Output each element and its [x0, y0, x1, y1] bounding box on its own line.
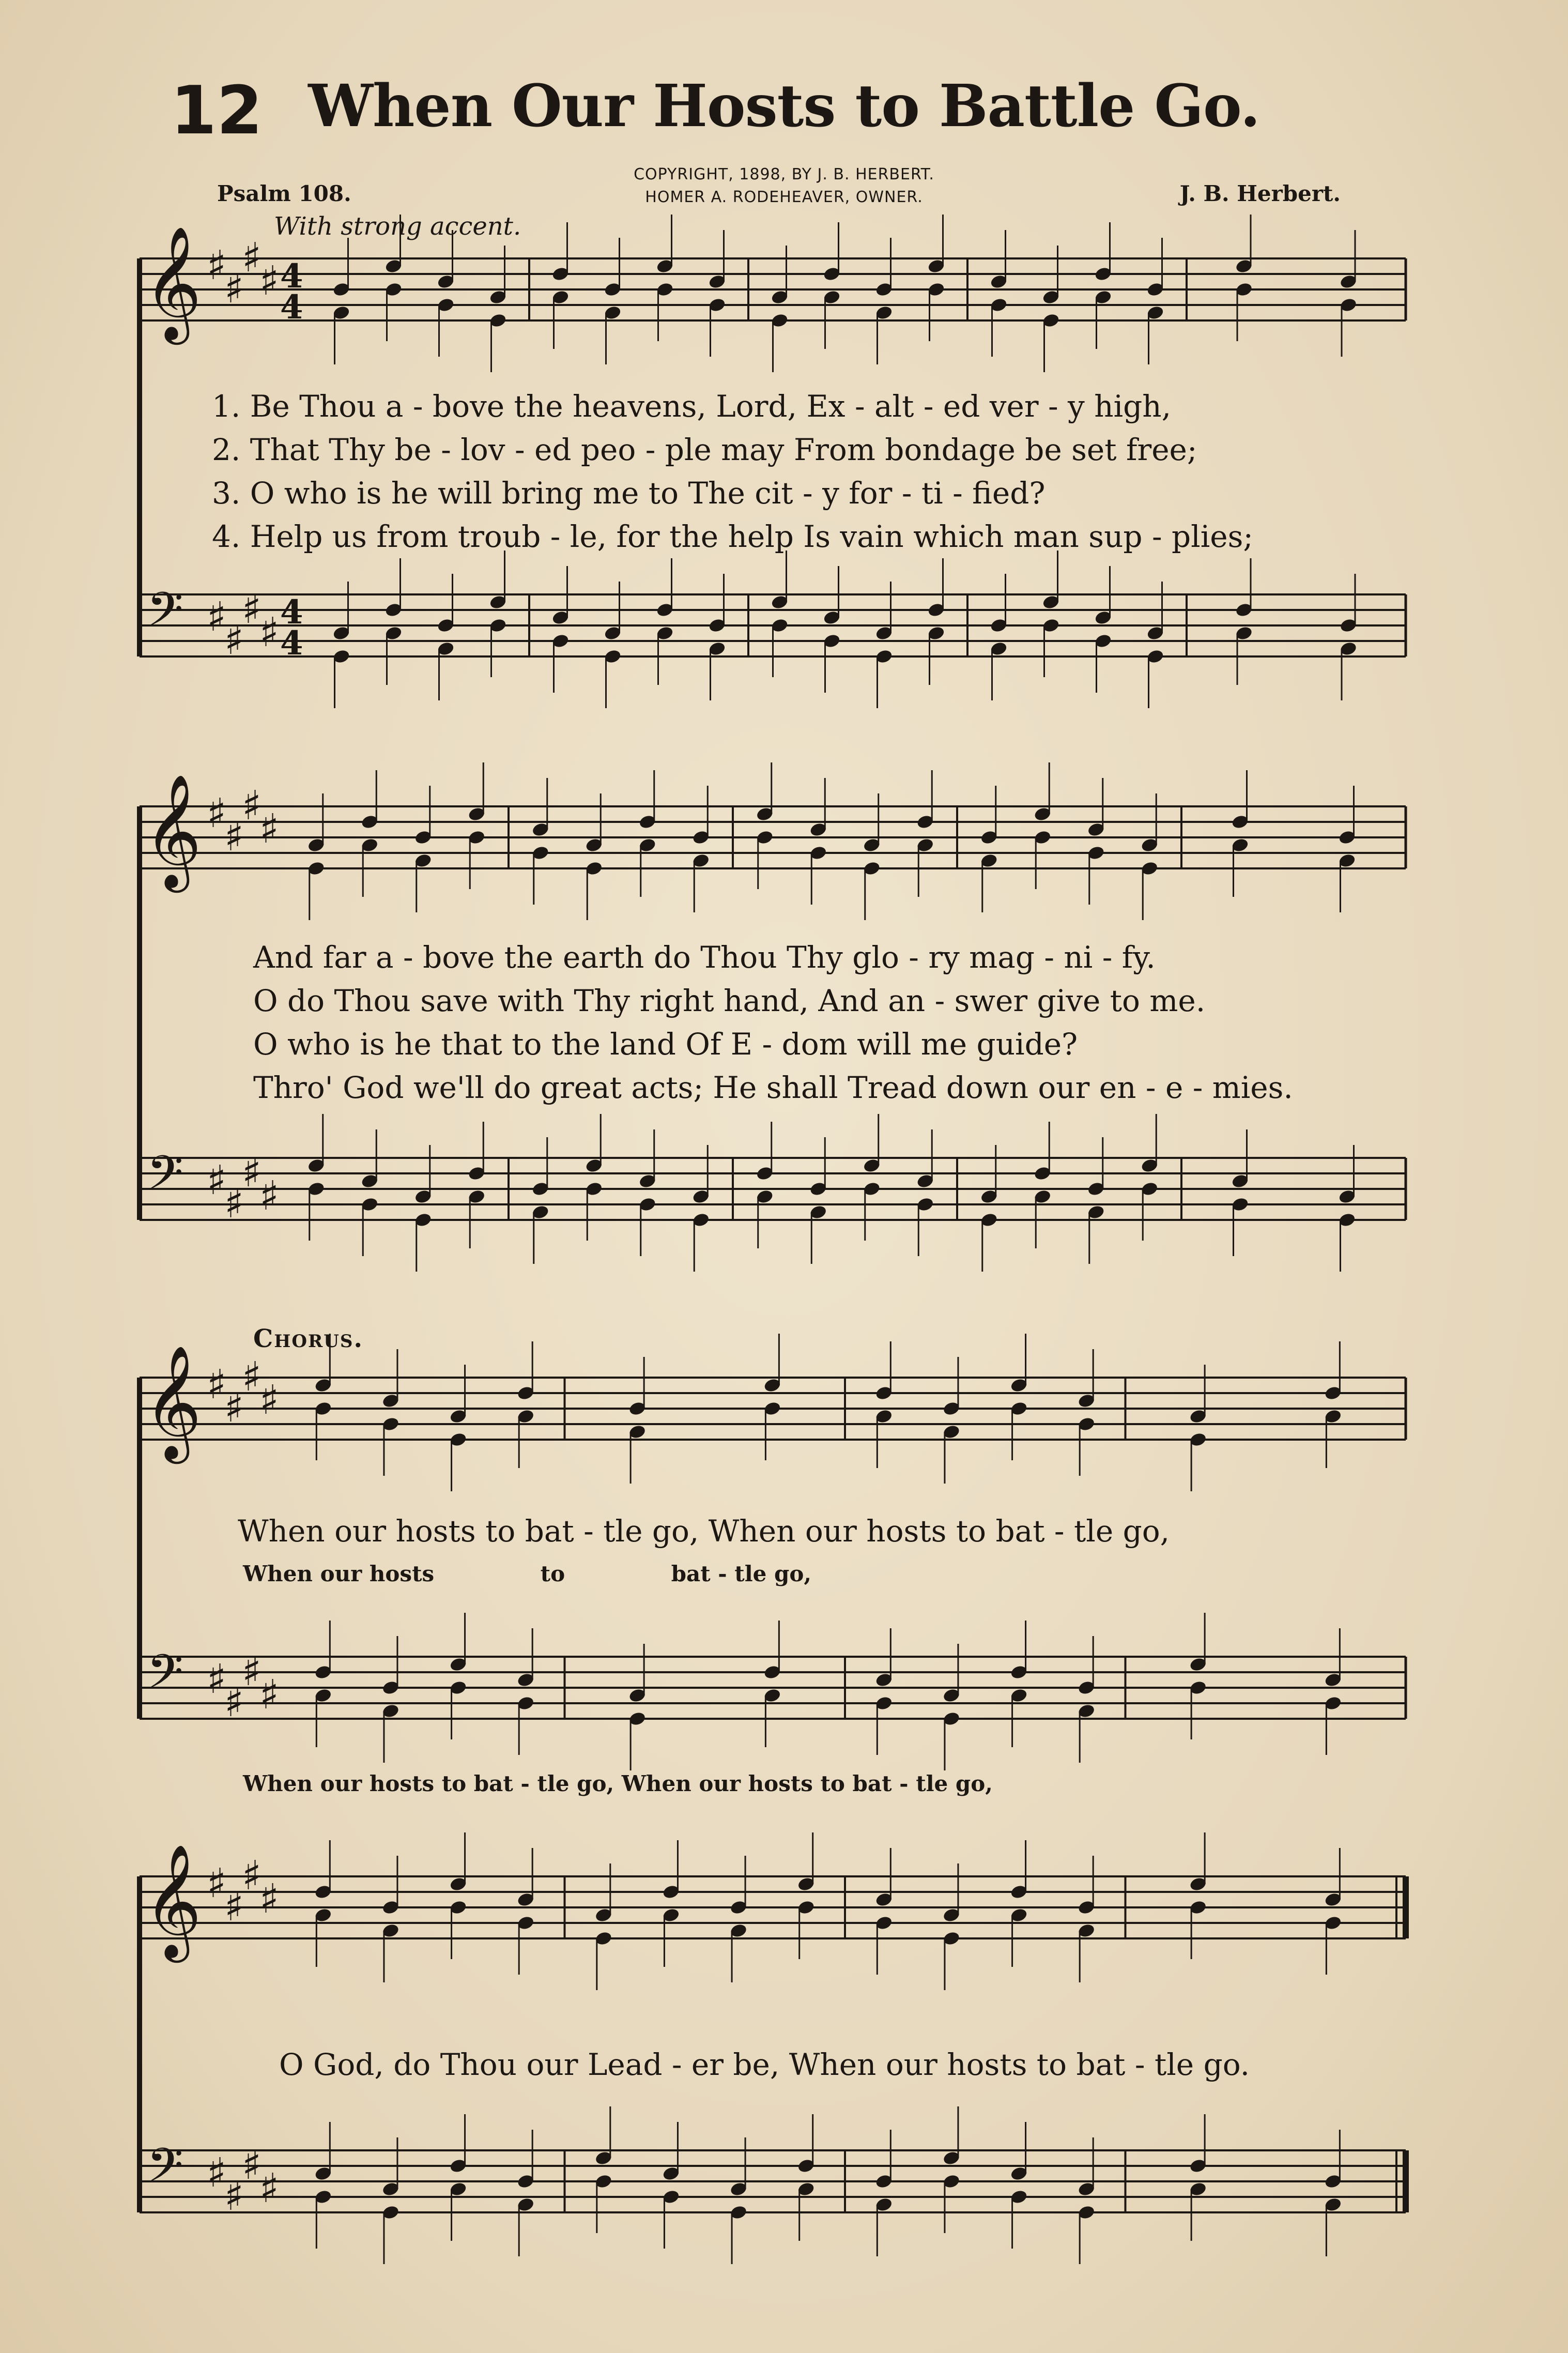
- time-signature: 4: [280, 624, 303, 663]
- time-signature: 4: [280, 593, 303, 632]
- copyright-line-2: HOMER A. RODEHEAVER, OWNER.: [645, 188, 923, 206]
- sharp-sign: ♯: [242, 1648, 262, 1695]
- time-signature: 4: [280, 257, 303, 296]
- bass-clef: 𝄢: [147, 1145, 183, 1212]
- sharp-sign: ♯: [242, 783, 262, 829]
- sharp-sign: ♯: [224, 1385, 244, 1431]
- bass-clef: 𝄢: [147, 582, 183, 648]
- sharp-sign: ♯: [224, 1884, 244, 1930]
- sharp-sign: ♯: [224, 266, 244, 312]
- verse-2-line-a: 2. That Thy be - lov - ed peo - ple may From bondage be set free;: [212, 432, 1197, 467]
- sharp-sign: ♯: [207, 594, 226, 640]
- sharp-sign: ♯: [242, 2142, 262, 2189]
- sharp-sign: ♯: [259, 258, 279, 304]
- sharp-sign: ♯: [242, 586, 262, 633]
- verse-3-line-a: 3. O who is he will bring me to The cit - y for - ti - fied?: [212, 476, 1046, 511]
- sharp-sign: ♯: [259, 2165, 279, 2212]
- sharp-sign: ♯: [224, 2173, 244, 2220]
- verse-1-line-b: And far a - bove the earth do Thou Thy glo - ry mag - ni - fy.: [253, 940, 1156, 975]
- sharp-sign: ♯: [259, 609, 279, 656]
- sharp-sign: ♯: [207, 1362, 226, 1408]
- sharp-sign: ♯: [207, 242, 226, 289]
- hymn-number: 12: [171, 72, 263, 149]
- sharp-sign: ♯: [242, 1853, 262, 1899]
- chorus-final-lyric: O God, do Thou our Lead - er be, When our hosts to bat - tle go.: [279, 2047, 1250, 2082]
- alto-echo-2: to: [540, 1561, 565, 1586]
- composer-credit: J. B. Herbert.: [1179, 181, 1341, 206]
- sharp-sign: ♯: [224, 617, 244, 664]
- treble-clef: 𝄞: [144, 1843, 202, 1958]
- sharp-sign: ♯: [259, 1876, 279, 1922]
- sharp-sign: ♯: [259, 1672, 279, 1718]
- sharp-sign: ♯: [224, 1679, 244, 1726]
- bass-clef: 𝄢: [147, 1644, 183, 1710]
- verse-4-line-a: 4. Help us from troub - le, for the help Is vain which man sup - plies;: [212, 519, 1253, 554]
- verse-1-line-a: 1. Be Thou a - bove the heavens, Lord, Ex - alt - ed ver - y high,: [212, 389, 1172, 424]
- verse-3-line-b: O who is he that to the land Of E - dom will me guide?: [253, 1027, 1078, 1062]
- sharp-sign: ♯: [207, 790, 226, 837]
- treble-clef: 𝄞: [144, 773, 202, 888]
- sharp-sign: ♯: [207, 1157, 226, 1204]
- alto-echo-3: bat - tle go,: [671, 1561, 811, 1586]
- sharp-sign: ♯: [207, 1860, 226, 1907]
- time-signature: 4: [280, 288, 303, 327]
- sharp-sign: ♯: [224, 1181, 244, 1227]
- treble-clef: 𝄞: [144, 225, 202, 340]
- sharp-sign: ♯: [242, 1150, 262, 1196]
- sharp-sign: ♯: [207, 2150, 226, 2196]
- sharp-sign: ♯: [259, 806, 279, 852]
- sharp-sign: ♯: [242, 1354, 262, 1400]
- chorus-label: Chorus.: [253, 1324, 364, 1353]
- chorus-soprano-lyric: When our hosts to bat - tle go, When our hosts to bat - tle go,: [238, 1514, 1170, 1549]
- hymn-title: When Our Hosts to Battle Go.: [308, 72, 1260, 140]
- chorus-alto-echo: [243, 1561, 811, 1586]
- sharp-sign: ♯: [259, 1173, 279, 1219]
- sharp-sign: ♯: [259, 1377, 279, 1424]
- verse-4-line-b: Thro' God we'll do great acts; He shall Tread down our en - e - mies.: [253, 1070, 1293, 1105]
- sharp-sign: ♯: [207, 1656, 226, 1703]
- chorus-bass-echo: When our hosts to bat - tle go, When our hosts to bat - tle go,: [243, 1771, 993, 1796]
- alto-echo-1: When our hosts: [243, 1561, 435, 1586]
- bass-clef: 𝄢: [147, 2138, 183, 2204]
- copyright-line-1: COPYRIGHT, 1898, BY J. B. HERBERT.: [634, 165, 934, 184]
- sharp-sign: ♯: [224, 814, 244, 860]
- treble-clef: 𝄞: [144, 1344, 202, 1459]
- verse-2-line-b: O do Thou save with Thy right hand, And an - swer give to me.: [253, 983, 1206, 1018]
- sharp-sign: ♯: [242, 235, 262, 281]
- scripture-reference: Psalm 108.: [217, 181, 351, 206]
- tempo-marking: With strong accent.: [274, 212, 521, 241]
